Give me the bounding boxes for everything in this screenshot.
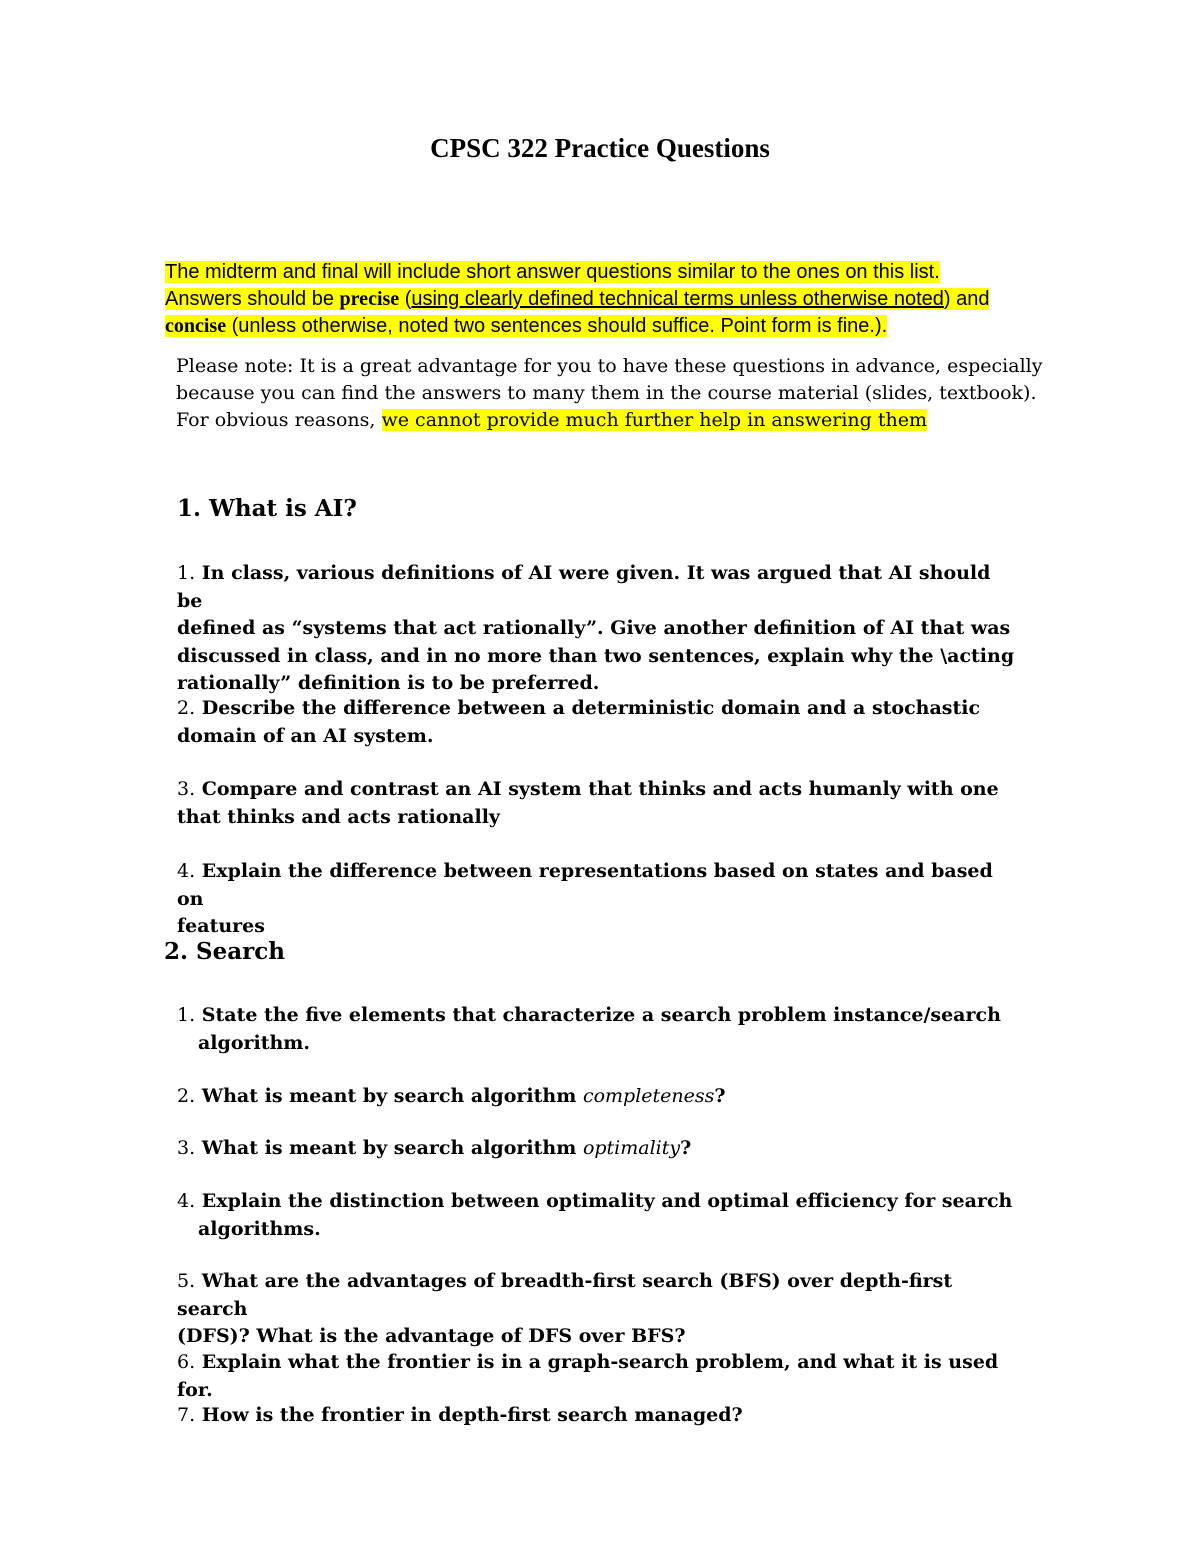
question-2-2: 2. What is meant by search algorithm completeness? xyxy=(177,1085,726,1107)
question-2-1: 1. State the five elements that characterize a search problem instance/search algorithm. xyxy=(177,1004,1001,1054)
section-heading-search: 2. Search xyxy=(164,938,286,965)
question-1-1: 1. In class, various definitions of AI were given. It was argued that AI should be defined as “systems that act rationally”. Give another definition of AI that was discussed in class, and in no more than two sentences, explain why the \acting rationally” definition is to be preferred. xyxy=(177,562,1015,694)
question-1-2: 2. Describe the difference between a deterministic domain and a stochastic domain of an AI system. xyxy=(177,697,981,747)
intro-line-1: The midterm and final will include short answer questions similar to the ones on this list. xyxy=(165,261,940,283)
question-2-4: 4. Explain the distinction between optimality and optimal efficiency for search algorithms. xyxy=(177,1190,1013,1240)
intro-paragraph xyxy=(165,259,1045,340)
note-highlight: we cannot provide much further help in answering them xyxy=(381,409,927,431)
intro-line-2: Answers should be precise (using clearly defined technical terms unless otherwise noted) and xyxy=(165,288,990,310)
question-1-4: 4. Explain the difference between representations based on states and based on features xyxy=(177,860,993,937)
question-2-6: 6. Explain what the frontier is in a graph-search problem, and what it is used for. xyxy=(177,1351,999,1401)
question-2-7: 7. How is the frontier in depth-first search managed? xyxy=(177,1404,743,1426)
question-2-5: 5. What are the advantages of breadth-first search (BFS) over depth-first search (DFS)? What is the advantage of DFS over BFS? xyxy=(177,1270,953,1347)
question-2-3: 3. What is meant by search algorithm optimality? xyxy=(177,1137,692,1159)
page-title: CPSC 322 Practice Questions xyxy=(430,133,770,163)
intro-line-3: concise (unless otherwise, noted two sentences should suffice. Point form is fine.). xyxy=(165,315,888,337)
section-heading-what-is-ai: 1. What is AI? xyxy=(177,495,357,522)
question-1-3: 3. Compare and contrast an AI system that thinks and acts humanly with one that thinks and acts rationally xyxy=(177,778,999,828)
note-paragraph: Please note: It is a great advantage for you to have these questions in advance, especially because you can find the answers to many them in the course material (slides, textbook). For obvious reasons, we cannot provide much further help in answering them xyxy=(176,355,1043,431)
